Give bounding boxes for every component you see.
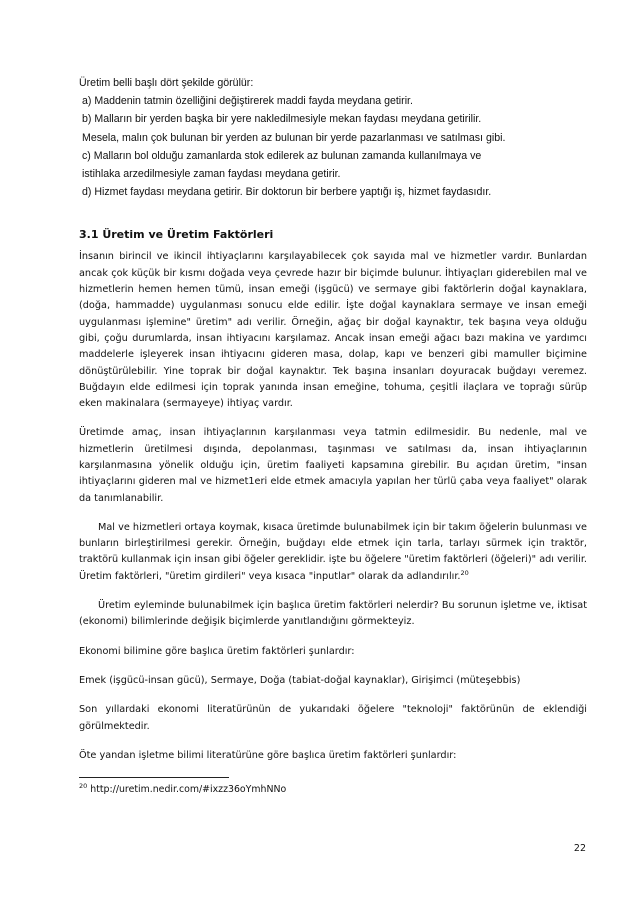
paragraph-5: Ekonomi bilimine göre başlıca üretim faktörleri şunlardır:: [79, 645, 355, 657]
list-intro: Üretim belli başlı dört şekilde görülür:: [79, 77, 254, 89]
list-item-b-continued: Mesela, malın çok bulunan bir yerden az bulunan bir yerde pazarlanması ve satılması gibi.: [82, 131, 506, 144]
footnote-reference[interactable]: 20: [460, 568, 469, 577]
paragraph-6: Emek (işgücü-insan gücü), Sermaye, Doğa (tabiat-doğal kaynaklar), Girişimci (müteşebbis): [79, 674, 521, 686]
section-title: 3.1 Üretim ve Üretim Faktörleri: [79, 228, 274, 242]
footnote-divider: [79, 777, 229, 778]
list-item-c-continued: istihlaka arzedilmesiyle zaman faydası meydana getirir.: [82, 168, 341, 181]
list-item-d: d) Hizmet faydası meydana getirir. Bir doktorun bir berbere yaptığı iş, hizmet faydasıdır.: [82, 186, 492, 199]
paragraph-4: Üretim eyleminde bulunabilmek için başlıca üretim faktörleri nelerdir? Bu sorunun işletme ve, iktisat (ekonomi) bilimlerinde değişik biçimlerde yanıtlandığını görmekteyiz.: [79, 600, 587, 628]
list-item-b: b) Malların bir yerden başka bir yere nakledilmesiyle mekan faydası meydana getirilir.: [82, 113, 482, 126]
footnote-link[interactable]: http://uretim.nedir.com/#ixzz36oYmhNNo: [87, 784, 287, 796]
list-item-c: c) Malların bol olduğu zamanlarda stok edilerek az bulunan zamanda kullanılmaya ve: [82, 149, 482, 162]
list-item-a: a) Maddenin tatmin özelliğini değiştirerek maddi fayda meydana getirir.: [82, 95, 413, 108]
footnote: [79, 784, 587, 795]
page-number: 22: [573, 843, 586, 854]
paragraph-3: [79, 520, 587, 585]
document-page: [79, 74, 587, 795]
paragraph-3-text: Mal ve hizmetleri ortaya koymak, kısaca üretimde bulunabilmek için bir takım öğelerin bulunması ve bunların birleştirilmesi gerekir. Örneğin, buğdayı elde etmek için tarla, tarlayı sürmek için traktör, traktörü kullanmak için insan gibi öğeler gereklidir. işte bu öğelere "üretim faktörleri (öğeleri)" adı verilir. Üretim faktörleri, "üretim girdileri" veya kısaca "inputlar" olarak da adlandırılır.: [79, 521, 587, 582]
paragraph-7: Son yıllardaki ekonomi literatürünün de yukarıdaki öğelere "teknoloji" faktörünün de eklendiği görülmektedir.: [79, 704, 587, 732]
paragraph-8: Öte yandan işletme bilimi literatürüne göre başlıca üretim faktörleri şunlardır:: [79, 749, 457, 761]
footnote-number: 20: [79, 782, 88, 791]
paragraph-1: İnsanın birincil ve ikincil ihtiyaçlarını karşılayabilecek çok sayıda mal ve hizmetler vardır. Bunlardan ancak çok küçük bir kısmı doğada veya çevrede hazır bir biçimde bulunur. İhtiyaçları giderebilen mal ve hizmetlerin hemen hemen tümü, insan emeği (işgücü) ve sermaye gibi faktörlerin doğal kaynaklara, (doğa, hammadde) uygulanması sonucu elde edilir. İşte doğal kaynaklara sermaye ve insan emeği uygulanması işlemine" üretim" adı verilir. Örneğin, ağaç bir doğal kaynaktır, tek başına veya olduğu gibi, çoğu durumlarda, insan ihtiyacını karşılamaz. Ancak insan emeği ağacı bazı makina ve yardımcı maddelerle işleyerek insan ihtiyacını gideren masa, dolap, kapı ve benzeri gibi mamuller biçimine dönüştürülebilir. Yine toprak bir doğal kaynaktır. Tek başına insanları doyuracak buğdayı veremez. Buğdayın elde edilmesi için toprak yanında insan emeğine, tohuma, çeşitli ilaçlara ve toprağı sürüp eken makinalara (sermayeye) ihtiyaç vardır.: [79, 251, 587, 410]
paragraph-2: Üretimde amaç, insan ihtiyaçlarının karşılanması veya tatmin edilmesidir. Bu nedenle, mal ve hizmetlerin üretilmesi dışında, depolanması, taşınması ve satılması da, insan ihtiyaçlarının karşılanmasına yönelik olduğu için, üretim faaliyeti kapsamına girebilir. Bu açıdan üretim, "insan ihtiyaçlarını gideren mal ve hizmet1eri elde etmek amacıyla yapılan her türlü çaba veya faaliyet" olarak da tanımlanabilir.: [79, 427, 587, 504]
production-types-list: [79, 74, 587, 201]
